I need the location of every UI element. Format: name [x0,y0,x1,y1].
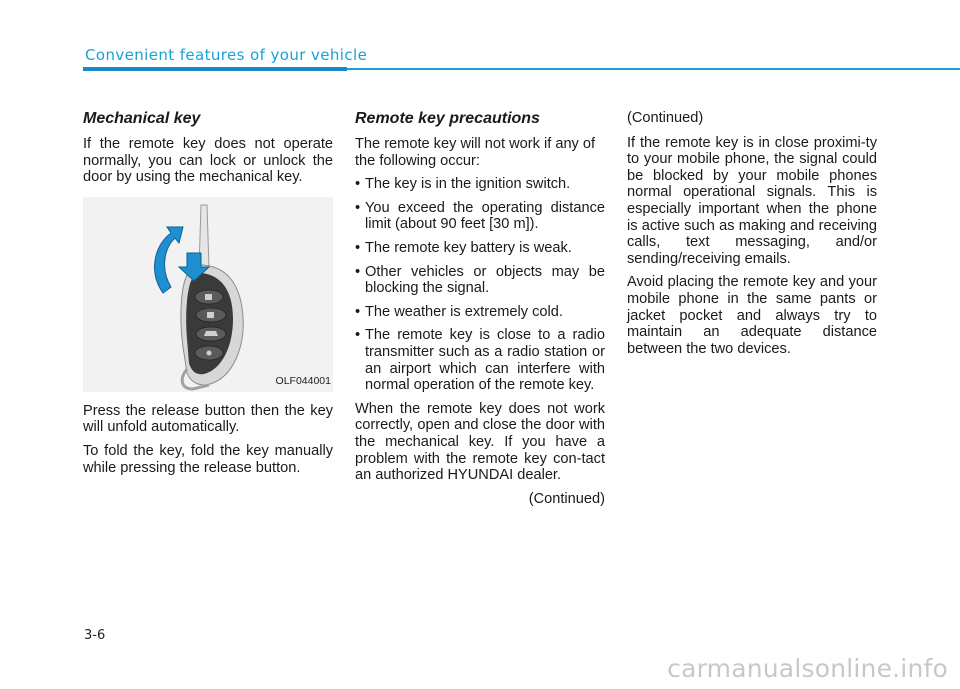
watermark: carmanualsonline.info [667,654,948,683]
page-number: 3-6 [84,628,106,643]
header-title: Convenient features of your vehicle [85,46,368,64]
paragraph: The remote key will not work if any of the following occur: [355,136,596,169]
paragraph: If the remote key is in close proximi-ty to your mobile phone, the signal could be blocked by your mobile phones normal operational signals. This is especially important when the phone is active such as making and receiving calls, text messaging, and/or sending/receiving emails. [627,134,877,267]
list-item: • The weather is extremely cold. [355,304,605,321]
list-item: • The remote key is close to a radio transmitter such as a radio station or an airport which can interfere with normal operation of the remote key. [355,327,605,393]
list-item: • You exceed the operating distance limit (about 90 feet [30 m]). [355,200,605,233]
remote-key-illustration [83,197,333,392]
column-mechanical-key [83,110,333,483]
column-remote-key-precautions [355,110,605,514]
column-continued [627,110,877,364]
paragraph: If the remote key does not operate normally, you can lock or unlock the door by using the mechanical key. [83,136,333,186]
precautions-list [355,176,605,394]
paragraph: Avoid placing the remote key and your mobile phone in the same pants or jacket pocket and always try to maintain an adequate distance between the two devices. [627,274,877,357]
figure-code: OLF044001 [275,375,331,388]
list-item: • The key is in the ignition switch. [355,176,605,193]
continued-label: (Continued) [528,490,605,507]
rotate-arrow-icon [155,227,183,293]
paragraph: To fold the key, fold the key manually while pressing the release button. [83,442,333,476]
paragraph: When the remote key does not work correctly, open and close the door with the mechanical key. If you have a problem with the remote key con-tact an authorized HYUNDAI dealer. [355,400,605,484]
list-item: • The remote key battery is weak. [355,240,605,257]
header-rule-light [347,68,960,70]
header-rule-dark [83,67,347,71]
heading-remote-key-precautions: Remote key precautions [355,110,540,127]
continued-label: (Continued) [627,110,704,126]
list-item: • Other vehicles or objects may be blocking the signal. [355,264,605,297]
remote-key-figure [83,197,333,392]
heading-mechanical-key: Mechanical key [83,110,201,127]
paragraph: Press the release button then the key will unfold automatically. [83,402,333,436]
